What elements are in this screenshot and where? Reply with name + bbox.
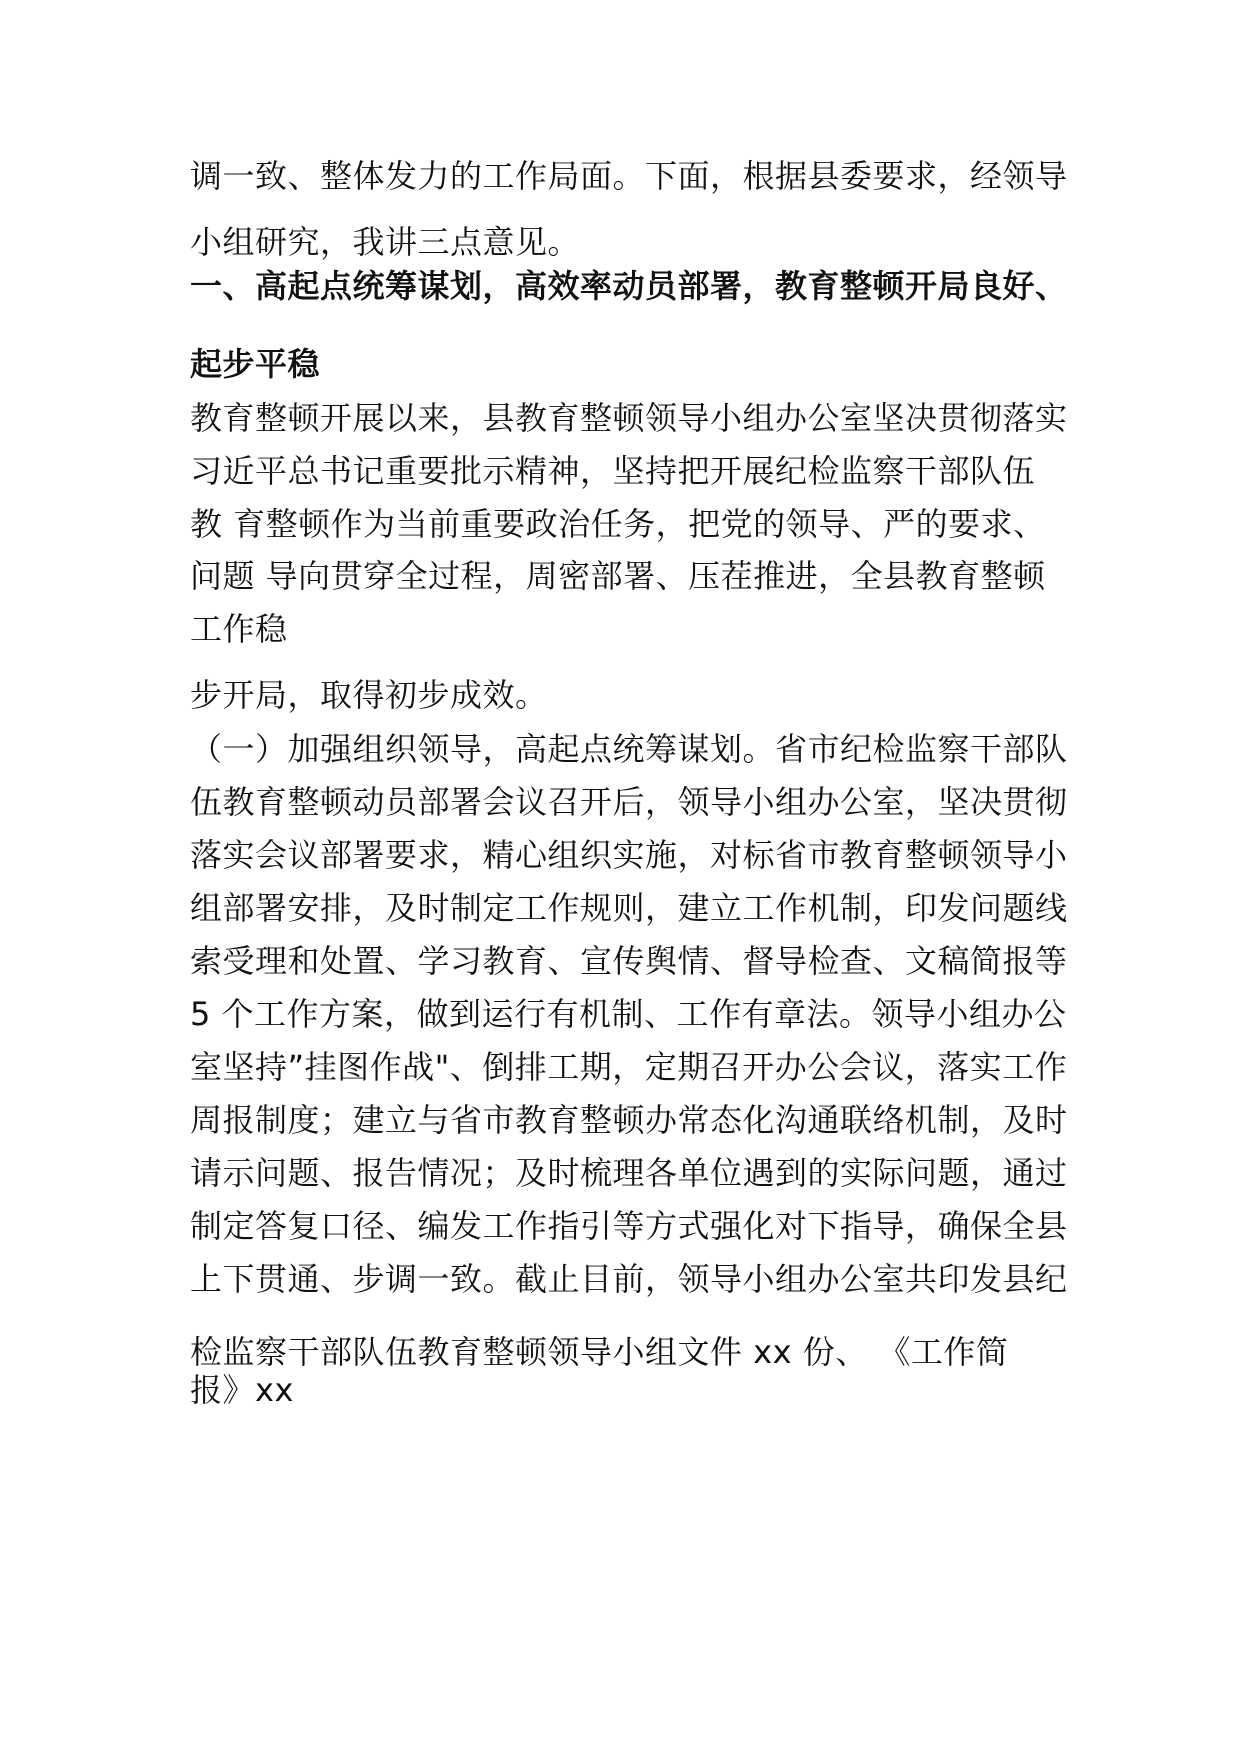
body-text-line: 索受理和处置、学习教育、宣传舆情、督导检查、文稿简报等 — [190, 942, 1068, 980]
body-text-line: 问题 导向贯穿全过程，周密部署、压茬推进，全县教育整顿 — [190, 557, 1046, 595]
body-text-line: 落实会议部署要求，精心组织实施，对标省市教育整顿领导小 — [190, 836, 1068, 874]
body-text-line: 工作稳 — [190, 610, 288, 648]
body-text-line: 步开局，取得初步成效。 — [190, 676, 548, 714]
body-text-line: 报》xx — [190, 1371, 294, 1409]
body-text-line: 调一致、整体发力的工作局面。下面，根据县委要求，经领导 — [190, 157, 1068, 195]
subsection-line: （一）加强组织领导，高起点统筹谋划。省市纪检监察干部队 — [190, 730, 1068, 768]
body-text-line: 检监察干部队伍教育整顿领导小组文件 xx 份、 《工作简 — [190, 1333, 1009, 1371]
body-text-line: 5 个工作方案，做到运行有机制、工作有章法。领导小组办公 — [190, 995, 1067, 1033]
body-text-line: 制定答复口径、编发工作指引等方式强化对下指导，确保全县 — [190, 1207, 1068, 1245]
section-heading-line: 一、高起点统筹谋划，高效率动员部署，教育整顿开局良好、 — [190, 267, 1068, 305]
body-text-line: 小组研究，我讲三点意见。 — [190, 223, 581, 261]
body-text-line: 组部署安排，及时制定工作规则，建立工作机制，印发问题线 — [190, 889, 1068, 927]
body-text-line: 教育整顿开展以来，县教育整顿领导小组办公室坚决贯彻落实 — [190, 399, 1068, 437]
body-text-line: 伍教育整顿动员部署会议召开后，领导小组办公室，坚决贯彻 — [190, 783, 1068, 821]
body-text-line: 请示问题、报告情况；及时梳理各单位遇到的实际问题，通过 — [190, 1154, 1068, 1192]
body-text-line: 上下贯通、步调一致。截止目前，领导小组办公室共印发县纪 — [190, 1260, 1068, 1298]
body-text-line: 习近平总书记重要批示精神，坚持把开展纪检监察干部队伍 — [190, 452, 1036, 490]
body-text-line: 室坚持”挂图作战"、倒排工期，定期召开办公会议，落实工作 — [190, 1048, 1068, 1086]
body-text-line: 教 育整顿作为当前重要政治任务，把党的领导、严的要求、 — [190, 505, 1046, 543]
body-text-line: 周报制度；建立与省市教育整顿办常态化沟通联络机制，及时 — [190, 1101, 1068, 1139]
section-heading-line: 起步平稳 — [190, 345, 321, 383]
